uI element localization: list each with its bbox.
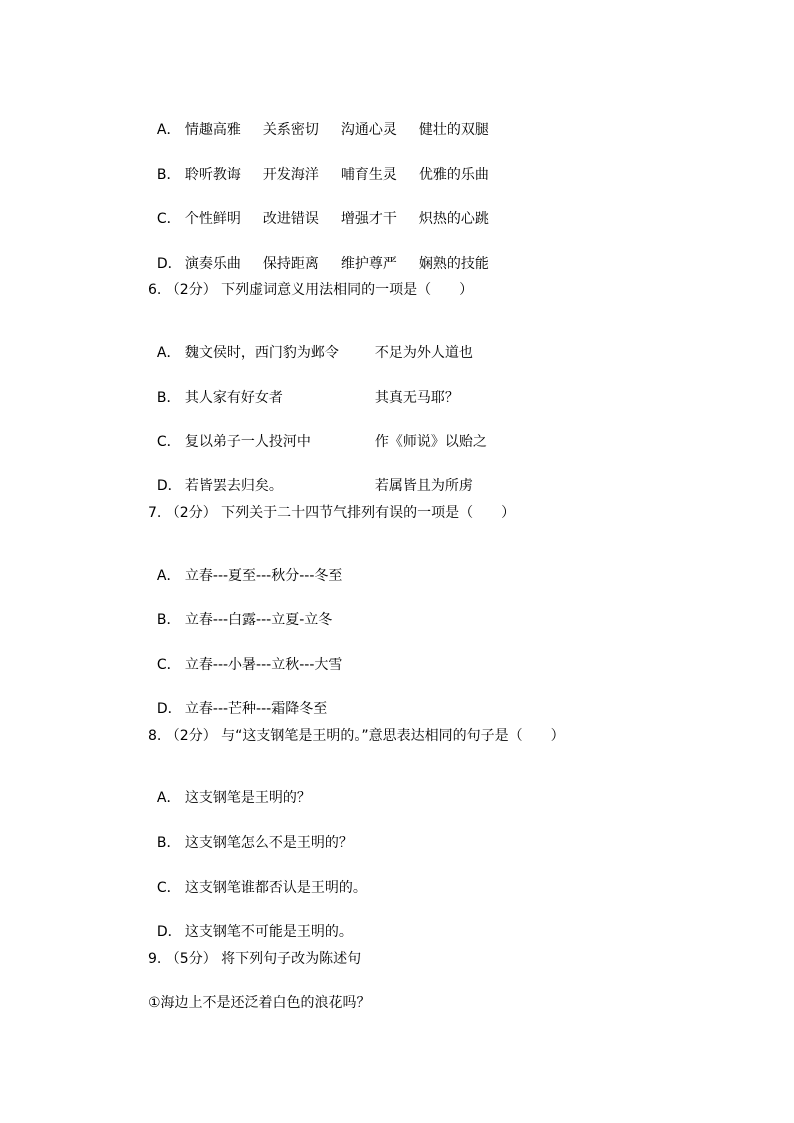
q7-option-a <box>148 549 342 585</box>
option-item: 改进错误 <box>262 211 319 227</box>
option-letter: C． <box>156 211 181 227</box>
option-left: 其人家有好女者 <box>184 390 283 406</box>
option-text: 这支钢笔怎么不是王明的？ <box>184 835 353 851</box>
q5-option-a <box>148 103 489 139</box>
option-letter: B． <box>156 167 181 183</box>
option-letter: D． <box>156 924 182 940</box>
option-letter: A． <box>156 345 181 361</box>
option-letter: A． <box>156 568 181 584</box>
option-item: 健壮的双腿 <box>418 122 489 138</box>
option-item: 个性鲜明 <box>184 211 241 227</box>
option-item: 开发海洋 <box>262 167 319 183</box>
q8-option-b <box>148 816 353 852</box>
option-right: 其真无马耶？ <box>374 390 459 406</box>
q7-option-d <box>148 682 327 718</box>
option-letter: D． <box>156 701 182 717</box>
option-item: 炽热的心跳 <box>418 211 489 227</box>
option-item: 关系密切 <box>262 122 319 138</box>
option-item: 维护尊严 <box>340 256 397 272</box>
option-right: 若属皆且为所虏 <box>374 478 473 494</box>
q7-stem: 7. （2分） 下列关于二十四节气排列有误的一项是（ ） <box>148 505 516 521</box>
q6-option-c <box>148 415 487 451</box>
q8-option-a <box>148 771 311 807</box>
option-letter: C． <box>156 434 181 450</box>
option-left: 若皆罢去归矣。 <box>184 478 283 494</box>
option-letter: B． <box>156 390 181 406</box>
option-item: 优雅的乐曲 <box>418 167 489 183</box>
option-letter: A． <box>156 122 181 138</box>
option-text: 这支钢笔谁都否认是王明的。 <box>184 880 367 896</box>
option-text: 立春---白露---立夏-立冬 <box>184 612 333 628</box>
q5-option-c <box>148 192 489 228</box>
option-letter: C． <box>156 657 181 673</box>
q8-option-d <box>148 905 353 941</box>
option-item: 情趣高雅 <box>184 122 241 138</box>
option-text: 立春---夏至---秋分---冬至 <box>184 568 343 584</box>
option-left: 复以弟子一人投河中 <box>184 434 311 450</box>
q5-option-d <box>148 237 489 273</box>
option-item: 保持距离 <box>262 256 319 272</box>
option-item: 哺育生灵 <box>340 167 397 183</box>
option-text: 立春---小暑---立秋---大雪 <box>184 657 343 673</box>
option-letter: C． <box>156 880 181 896</box>
option-letter: D． <box>156 478 182 494</box>
option-text: 立春---芒种---霜降冬至 <box>184 701 328 717</box>
q5-option-b <box>148 148 489 184</box>
option-item: 增强才干 <box>340 211 397 227</box>
option-letter: B． <box>156 835 181 851</box>
q8-option-c <box>148 861 367 897</box>
option-text: 这支钢笔是王明的？ <box>184 790 311 806</box>
option-item: 演奏乐曲 <box>184 256 241 272</box>
option-right: 不足为外人道也 <box>374 345 473 361</box>
q9-item-1: ①海边上不是还泛着白色的浪花吗？ <box>148 995 371 1011</box>
q6-stem: 6. （2分） 下列虚词意义用法相同的一项是（ ） <box>148 282 474 298</box>
option-item: 娴熟的技能 <box>418 256 489 272</box>
option-right: 作《师说》以贻之 <box>374 434 487 450</box>
q6-option-d <box>148 459 473 495</box>
option-letter: B． <box>156 612 181 628</box>
q6-option-b <box>148 371 459 407</box>
q9-stem: 9. （5分） 将下列句子改为陈述句 <box>148 951 362 967</box>
option-left: 魏文侯时，西门豹为邺令 <box>184 345 339 361</box>
option-item: 沟通心灵 <box>340 122 397 138</box>
option-letter: D． <box>156 256 182 272</box>
option-item: 聆听教诲 <box>184 167 241 183</box>
q7-option-c <box>148 638 342 674</box>
option-text: 这支钢笔不可能是王明的。 <box>184 924 353 940</box>
q8-stem: 8. （2分） 与“这支钢笔是王明的。”意思表达相同的句子是（ ） <box>148 728 565 744</box>
q7-option-b <box>148 593 332 629</box>
q6-option-a <box>148 326 473 362</box>
option-letter: A． <box>156 790 181 806</box>
